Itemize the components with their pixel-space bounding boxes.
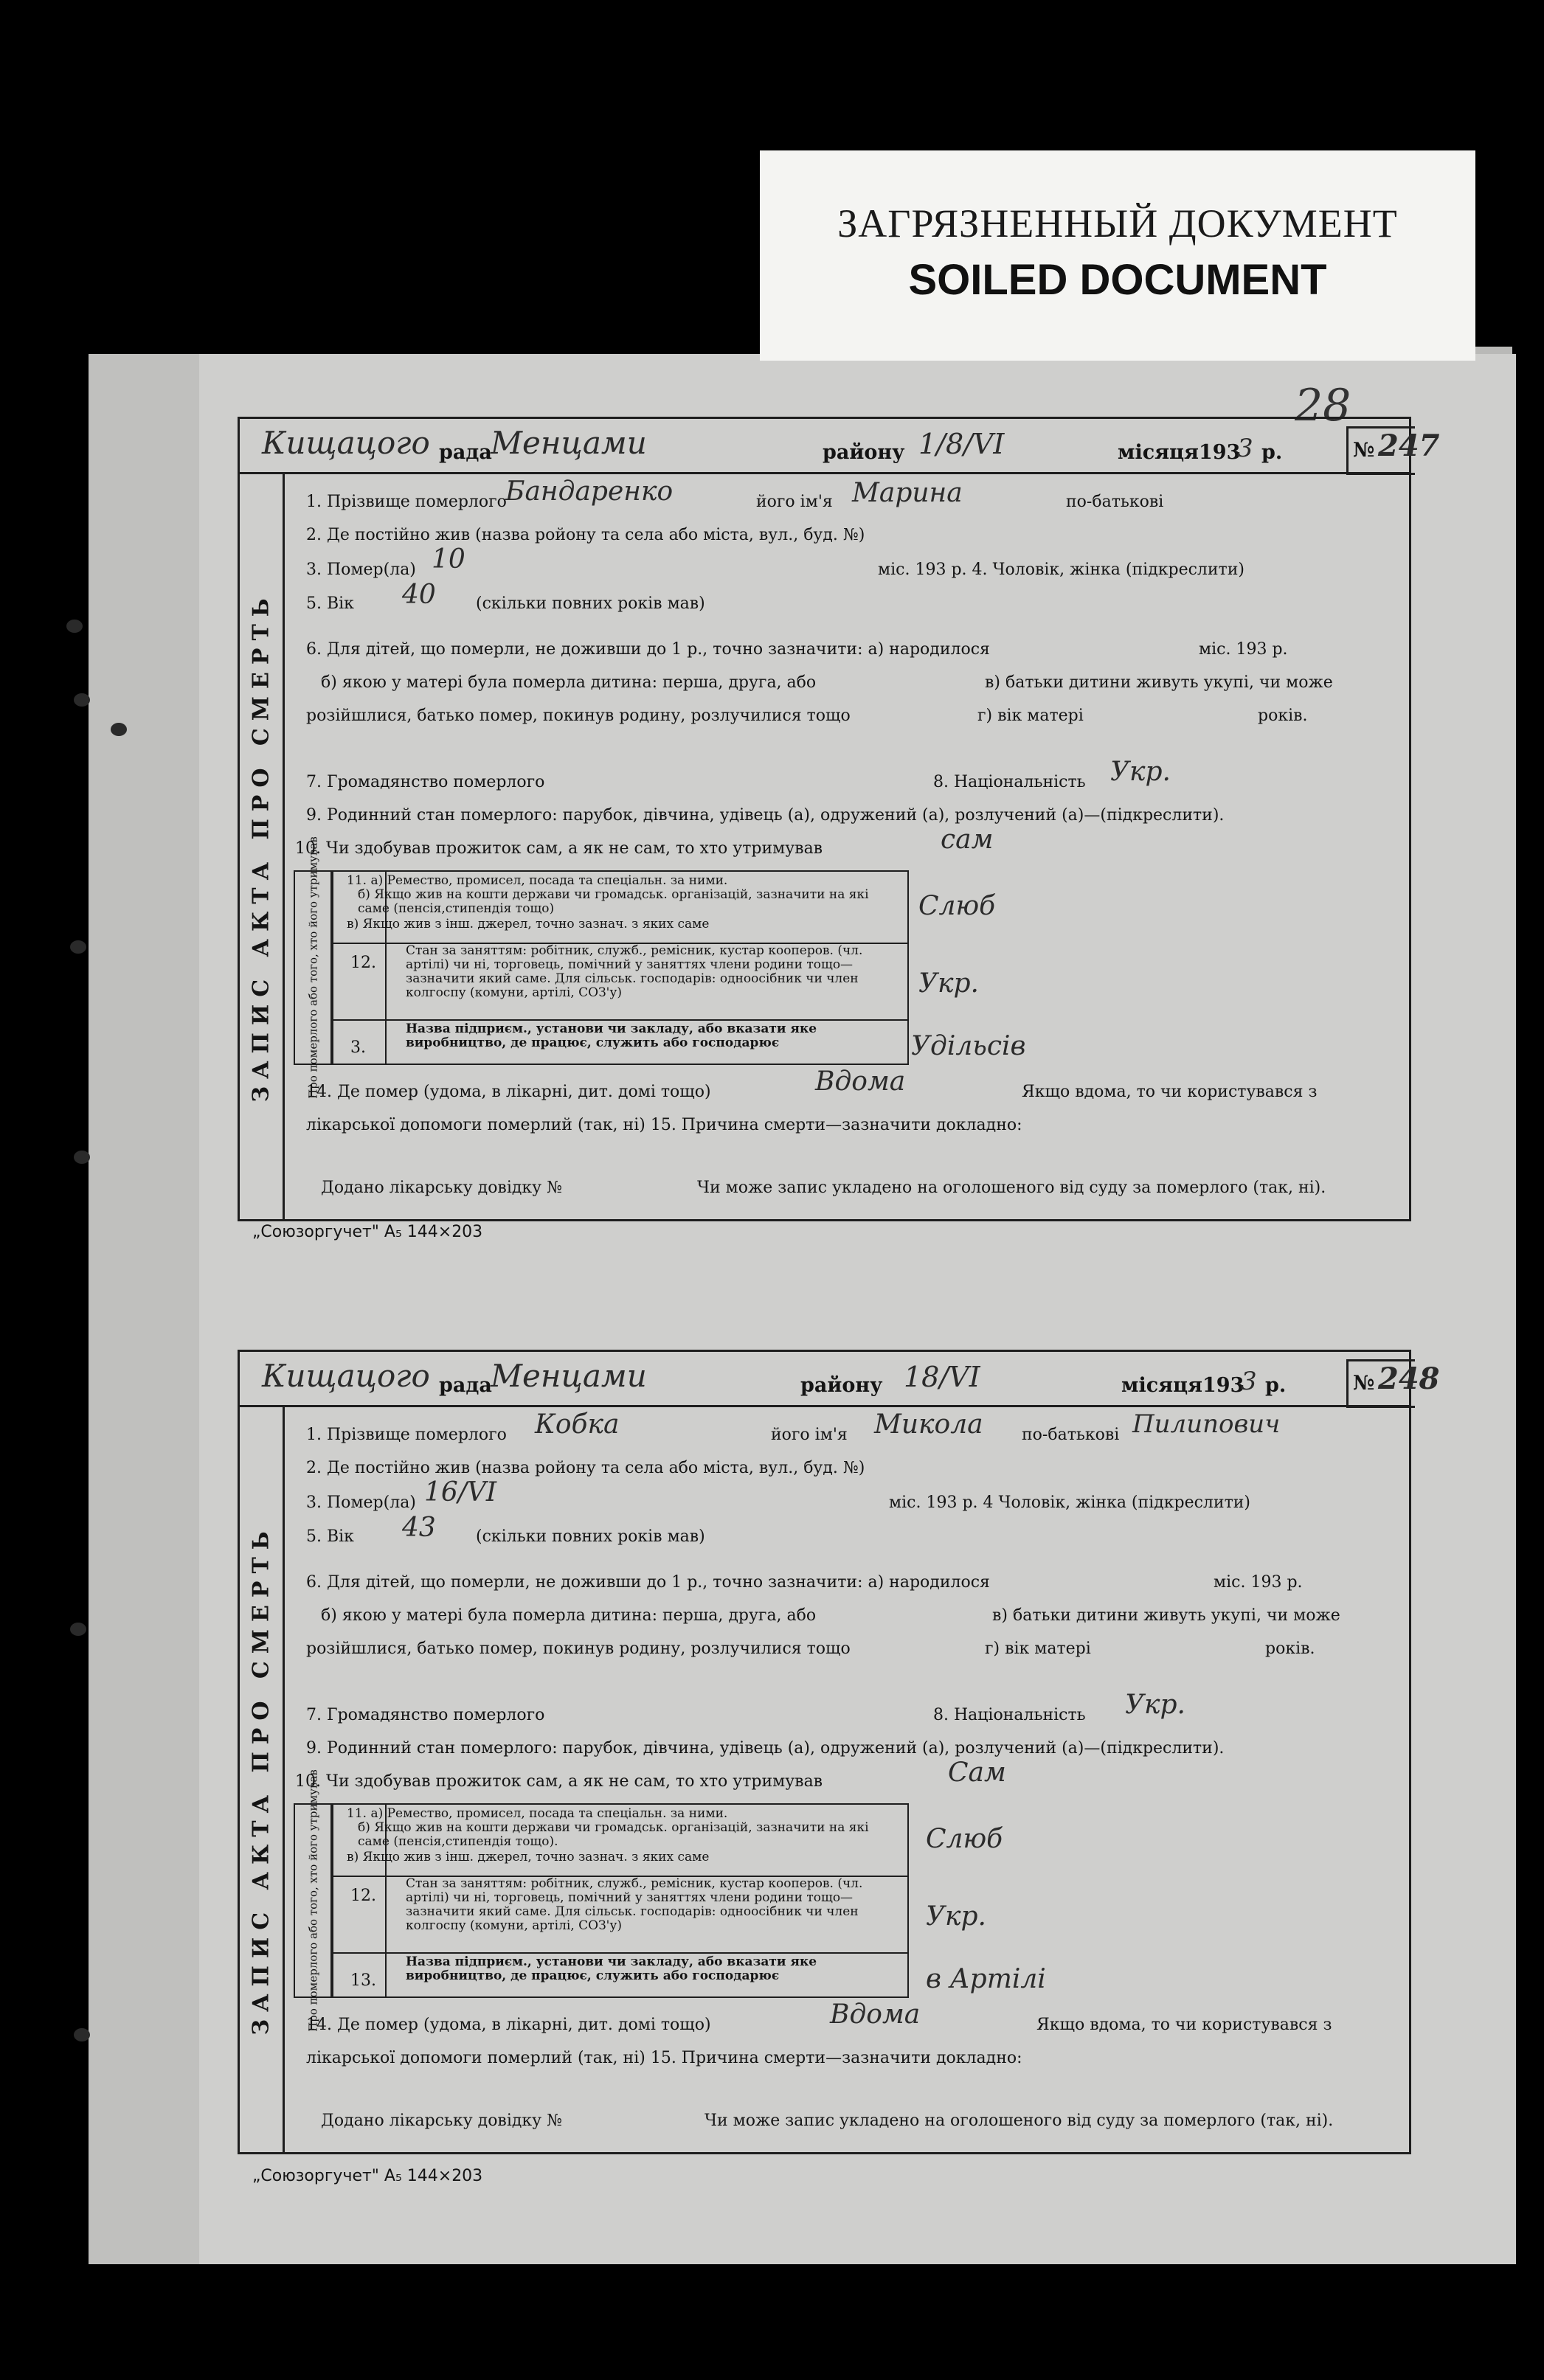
row-6d-label: в) батьки дитини живуть укупі, чи може bbox=[985, 673, 1333, 692]
status-hw: Укр. bbox=[926, 1901, 987, 1932]
age-hw: 40 bbox=[402, 580, 436, 610]
row-6g-label: років. bbox=[1258, 707, 1308, 725]
day-hw: 1/8/VI bbox=[918, 428, 1005, 460]
record-number-box bbox=[1346, 426, 1440, 475]
row-5-label: 5. Вік bbox=[306, 1527, 354, 1546]
row-3-label: 3. Помер(ла) bbox=[306, 1493, 416, 1512]
year-suffix: р. bbox=[1261, 441, 1283, 464]
row-14c-label: лікарської допомоги померлий (так, ні) 15. Причина смерти—зазначити докладно: bbox=[306, 2049, 1022, 2067]
month-label: місяця bbox=[1118, 441, 1199, 464]
row-3-label: 3. Помер(ла) bbox=[306, 561, 416, 579]
row-2-label: 2. Де постійно жив (назва ройону та села або міста, вул., буд. №) bbox=[306, 1459, 865, 1477]
row-10-label: 10. Чи здобував прожиток сам, а як не сам, то хто утримував bbox=[295, 1772, 823, 1791]
occupation-hw: Слюб bbox=[926, 1824, 1003, 1854]
printer-mark-1: „Союзоргучет" А₅ 144×203 bbox=[252, 1223, 483, 1241]
row-8-label: 8. Національність bbox=[933, 773, 1086, 791]
binding-hole bbox=[74, 1151, 90, 1164]
row-13-text: Назва підприєм., установи чи закладу, або вказати яке виробництво, де працює, служить або господарює bbox=[406, 1021, 817, 1050]
binding-hole bbox=[66, 620, 83, 633]
patronymic-label: по-батькові bbox=[1066, 493, 1164, 511]
row-6f-label: г) вік матері bbox=[985, 1640, 1091, 1658]
name-hw: Марина bbox=[852, 478, 963, 508]
row-11a-label: 11. а) Ремество, промисел, посада та спеціальн. за ними. bbox=[347, 1806, 728, 1821]
row-14b-label: Якщо вдома, то чи користувався з bbox=[1036, 2016, 1332, 2034]
row-16b-label: Чи може запис укладено на оголошеного від суду за померлого (так, ні). bbox=[697, 1179, 1326, 1197]
record-number-box bbox=[1346, 1359, 1440, 1408]
name-label: його ім'я bbox=[771, 1426, 848, 1444]
year-label: 193 bbox=[1202, 1374, 1244, 1397]
row-14c-label: лікарської допомоги померлий (так, ні) 15. Причина смерти—зазначити докладно: bbox=[306, 1116, 1022, 1134]
row-12-text: Стан за заняттям: робітник, служб., ремісник, кустар кооперов. (чл. артілі) чи ні, торговець, помічний у заняттях члени родини тощо—зазначити який саме. Для сільськ. господарів: одноосібник чи член колгоспу (комуни, артілі, СОЗ'у) bbox=[406, 1876, 863, 1933]
sub-side-title bbox=[294, 836, 333, 1099]
district-hw: Менцами bbox=[491, 425, 647, 461]
patronymic-label: по-батькові bbox=[1022, 1426, 1120, 1444]
surname-hw: Кобка bbox=[535, 1409, 620, 1440]
year-hw: 3 bbox=[1241, 1367, 1257, 1396]
soiled-document-label bbox=[760, 150, 1475, 361]
row-3b-label: міс. 193 р. 4. Чоловік, жінка (підкреслити) bbox=[878, 561, 1244, 579]
row-7-label: 7. Громадянство померлого bbox=[306, 773, 545, 791]
district-label: району bbox=[823, 441, 905, 464]
nationality-hw: Укр. bbox=[1125, 1690, 1186, 1720]
row-16-label: Додано лікарську довідку № bbox=[321, 1179, 562, 1197]
district-label: району bbox=[800, 1374, 883, 1397]
council-label: рада bbox=[439, 441, 492, 464]
row-6-label: 6. Для дітей, що померли, не доживши до 1 р., точно зазначити: а) народилося bbox=[306, 640, 990, 659]
row-6d-label: в) батьки дитини живуть укупі, чи може bbox=[992, 1606, 1340, 1625]
status-hw: Укр. bbox=[918, 968, 980, 999]
row-11a-label: 11. а) Ремество, промисел, посада та спеціальн. за ними. bbox=[347, 873, 728, 888]
label-ru: ЗАГРЯЗНЕННЫЙ ДОКУМЕНТ bbox=[837, 201, 1398, 246]
patronymic-hw: Пилипович bbox=[1132, 1409, 1281, 1439]
row-5-label: 5. Вік bbox=[306, 594, 354, 613]
supported-by-hw: сам bbox=[941, 825, 994, 855]
district-hw: Менцами bbox=[491, 1358, 647, 1394]
row-13-text: Назва підприєм., установи чи закладу, або вказати яке виробництво, де працює, служить або господарює bbox=[406, 1954, 817, 1983]
year-suffix: р. bbox=[1265, 1374, 1287, 1397]
side-title-text: ЗАПИС АКТА ПРО СМЕРТЬ bbox=[248, 1524, 274, 2036]
row-13-label: 13. bbox=[350, 1971, 376, 1990]
sub-side-text: Про померлого або того, хто його утримував bbox=[306, 1769, 320, 2032]
year-label: 193 bbox=[1199, 441, 1241, 464]
side-title-text: ЗАПИС АКТА ПРО СМЕРТЬ bbox=[248, 591, 274, 1103]
name-hw: Микола bbox=[874, 1409, 983, 1440]
row-6e-label: розійшлися, батько помер, покинув родину, розлучилися тощо bbox=[306, 1640, 851, 1658]
occupation-hw: Слюб bbox=[918, 891, 996, 921]
row-12-label: 12. bbox=[350, 954, 376, 972]
place-hw: Вдома bbox=[815, 1066, 906, 1097]
day-hw: 18/VI bbox=[904, 1361, 980, 1393]
place-hw: Вдома bbox=[830, 1999, 921, 2030]
death-record-form-1 bbox=[238, 417, 1440, 1221]
binding-hole bbox=[70, 940, 86, 954]
row-7-label: 7. Громадянство померлого bbox=[306, 1706, 545, 1724]
workplace-hw: в Артілі bbox=[926, 1964, 1046, 1994]
died-hw: 10 bbox=[432, 544, 465, 575]
row-5b-label: (скільки повних років мав) bbox=[476, 594, 705, 613]
side-title bbox=[240, 474, 285, 1219]
row-6-label: 6. Для дітей, що померли, не доживши до 1 р., точно зазначити: а) народилося bbox=[306, 1573, 990, 1592]
number-label: № bbox=[1353, 1372, 1375, 1395]
row-5b-label: (скільки повних років мав) bbox=[476, 1527, 705, 1546]
row-9-label: 9. Родинний стан померлого: парубок, дівчина, удівець (а), одружений (а), розлучений (а)—(підкреслити). bbox=[306, 1739, 1225, 1758]
row-11b-label: б) Якщо жив на кошти держави чи громадськ. організацій, зазначити на які саме (пенсія,стипендія тощо). bbox=[358, 1820, 869, 1849]
row-16b-label: Чи може запис укладено на оголошеного від суду за померлого (так, ні). bbox=[705, 2112, 1334, 2130]
row-2-label: 2. Де постійно жив (назва ройону та села або міста, вул., буд. №) bbox=[306, 526, 865, 544]
row-11c-label: в) Якщо жив з інш. джерел, точно зазнач. з яких саме bbox=[347, 1850, 710, 1864]
row-6c-label: б) якою у матері була померла дитина: перша, друга, або bbox=[321, 673, 817, 692]
supported-by-hw: Сам bbox=[948, 1758, 1006, 1788]
year-hw: 3 bbox=[1237, 434, 1253, 463]
name-label: його ім'я bbox=[756, 493, 833, 511]
row-6f-label: г) вік матері bbox=[977, 707, 1084, 725]
row-11c-label: в) Якщо жив з інш. джерел, точно зазнач. з яких саме bbox=[347, 917, 710, 931]
row-11b-label: б) Якщо жив на кошти держави чи громадськ. організацій, зазначити на які саме (пенсія,стипендія тощо) bbox=[358, 887, 869, 916]
row-14-label: 14. Де помер (удома, в лікарні, дит. домі тощо) bbox=[306, 1083, 711, 1101]
binding-hole bbox=[70, 1623, 86, 1636]
number-label: № bbox=[1353, 439, 1375, 462]
age-hw: 43 bbox=[402, 1513, 436, 1543]
council-hw: Кищацого bbox=[262, 1358, 430, 1394]
council-label: рада bbox=[439, 1374, 492, 1397]
binding-edge bbox=[89, 354, 199, 2264]
row-6b-label: міс. 193 р. bbox=[1199, 640, 1288, 659]
folio-number: 28 bbox=[1295, 380, 1351, 431]
nationality-hw: Укр. bbox=[1110, 757, 1171, 787]
row-6b-label: міс. 193 р. bbox=[1214, 1573, 1303, 1592]
workplace-hw: Удільсів bbox=[911, 1031, 1026, 1061]
side-title bbox=[240, 1407, 285, 2152]
died-hw: 16/VI bbox=[424, 1477, 497, 1508]
row-9-label: 9. Родинний стан померлого: парубок, дівчина, удівець (а), одружений (а), розлучений (а)—(підкреслити). bbox=[306, 806, 1225, 825]
row-6c-label: б) якою у матері була померла дитина: перша, друга, або bbox=[321, 1606, 817, 1625]
form-header bbox=[240, 419, 1440, 474]
row-1-label: 1. Прізвище померлого bbox=[306, 1426, 507, 1444]
death-record-form-2 bbox=[238, 1350, 1440, 2154]
printer-mark-2: „Союзоргучет" А₅ 144×203 bbox=[252, 2167, 483, 2185]
row-12-text: Стан за заняттям: робітник, служб., ремісник, кустар кооперов. (чл. артілі) чи ні, торговець, помічний у заняттях члени родини тощо—зазначити який саме. Для сільськ. господарів: одноосібник чи член колгоспу (комуни, артілі, СОЗ'у) bbox=[406, 943, 863, 1000]
row-6e-label: розійшлися, батько помер, покинув родину, розлучилися тощо bbox=[306, 707, 851, 725]
sub-side-title bbox=[294, 1769, 333, 2032]
form-header bbox=[240, 1352, 1440, 1407]
binding-hole bbox=[74, 693, 90, 707]
binding-hole bbox=[111, 723, 127, 736]
row-8-label: 8. Національність bbox=[933, 1706, 1086, 1724]
row-3b-label: міс. 193 р. 4 Чоловік, жінка (підкреслити) bbox=[889, 1493, 1250, 1512]
row-14b-label: Якщо вдома, то чи користувався з bbox=[1022, 1083, 1318, 1101]
record-number-hw: 247 bbox=[1378, 429, 1440, 463]
record-number-hw: 248 bbox=[1378, 1361, 1440, 1396]
sub-side-text: Про померлого або того, хто його утримував bbox=[306, 836, 320, 1099]
label-en: SOILED DOCUMENT bbox=[908, 256, 1327, 304]
row-16-label: Додано лікарську довідку № bbox=[321, 2112, 562, 2130]
month-label: місяця bbox=[1121, 1374, 1202, 1397]
surname-hw: Бандаренко bbox=[505, 476, 674, 507]
row-14-label: 14. Де помер (удома, в лікарні, дит. домі тощо) bbox=[306, 2016, 711, 2034]
row-1-label: 1. Прізвище померлого bbox=[306, 493, 507, 511]
row-6g-label: років. bbox=[1265, 1640, 1315, 1658]
row-12-label: 12. bbox=[350, 1887, 376, 1905]
council-hw: Кищацого bbox=[262, 425, 430, 461]
binding-hole bbox=[74, 2028, 90, 2041]
row-10-label: 10. Чи здобував прожиток сам, а як не сам, то хто утримував bbox=[295, 839, 823, 858]
row-13-label: 3. bbox=[350, 1038, 366, 1057]
